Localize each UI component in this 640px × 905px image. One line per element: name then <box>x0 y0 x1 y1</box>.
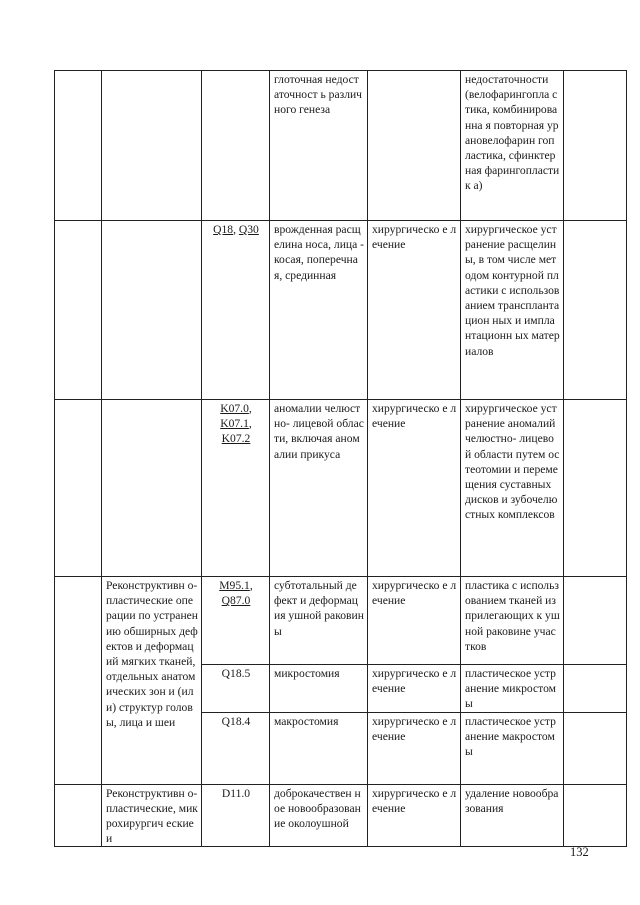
diagnosis-cell: микростомия <box>270 665 368 713</box>
diagnosis-cell: доброкачествен ное новообразован ие околоушной <box>270 784 368 847</box>
code-cell: Q18, Q30 <box>202 221 270 400</box>
extra-cell <box>564 71 627 221</box>
diagnosis-cell: субтотальный дефект и деформация ушной раковины <box>270 577 368 665</box>
page-number: 132 <box>570 845 589 859</box>
icd-code-link[interactable]: K07.2 <box>221 432 251 446</box>
extra-cell <box>564 665 627 713</box>
number-cell <box>55 577 102 785</box>
number-cell <box>55 784 102 847</box>
extra-cell <box>564 400 627 577</box>
diagnosis-cell: аномалии челюстно- лицевой области, включая аномалии прикуса <box>270 400 368 577</box>
method-cell: хирургическое устранение аномалий челюстно- лицевой области путем остеотомии и перемещения суставных дисков и зубочелюстных комплексов <box>461 400 564 577</box>
medical-procedures-table <box>54 70 627 847</box>
group-cell <box>102 71 202 221</box>
table-row <box>55 221 627 400</box>
extra-cell <box>564 784 627 847</box>
method-cell: пластика с использованием тканей из прилегающих к ушной раковине участков <box>461 577 564 665</box>
icd-code-link[interactable]: Q18 <box>213 223 234 236</box>
method-cell: пластическое устранение макростомы <box>461 712 564 784</box>
extra-cell <box>564 712 627 784</box>
method-cell: хирургическое устранение расщелины, в том числе методом контурной пластики с использованием трансплантацион ных и имплантационн ых материалов <box>461 221 564 400</box>
icd-code-link[interactable]: Q30 <box>238 223 259 236</box>
method-cell: удаление новообразования <box>461 784 564 847</box>
number-cell <box>55 400 102 577</box>
treatment-type-cell: хирургическо е лечение <box>368 784 461 847</box>
group-cell: Реконструктивн о-пластические, микрохирургич еские и <box>102 784 202 847</box>
number-cell <box>55 71 102 221</box>
diagnosis-cell: врожденная расщелина носа, лица - косая, поперечная, срединная <box>270 221 368 400</box>
table-row <box>55 71 627 221</box>
icd-code-link[interactable]: K07.1 <box>220 417 249 431</box>
icd-code-link[interactable]: M95.1 <box>219 579 250 592</box>
group-cell: Реконструктивн о-пластические операции по устранению обширных дефектов и деформаций мягких тканей, отдельных анатомических зон и (или) структур головы, лица и шеи <box>102 577 202 785</box>
code-cell: D11.0 <box>202 784 270 847</box>
extra-cell <box>564 577 627 665</box>
table-row <box>55 784 627 847</box>
icd-code-link[interactable]: K07.0 <box>220 402 249 415</box>
treatment-type-cell: хирургическо е лечение <box>368 400 461 577</box>
treatment-type-cell <box>368 71 461 221</box>
treatment-type-cell: хирургическо е лечение <box>368 712 461 784</box>
code-cell <box>202 71 270 221</box>
extra-cell <box>564 221 627 400</box>
group-cell <box>102 221 202 400</box>
method-cell: пластическое устранение микростомы <box>461 665 564 713</box>
table-row <box>55 577 627 665</box>
icd-code-link[interactable]: Q87.0 <box>221 594 251 608</box>
group-cell <box>102 400 202 577</box>
diagnosis-cell: глоточная недостаточност ь различного генеза <box>270 71 368 221</box>
treatment-type-cell: хирургическо е лечение <box>368 665 461 713</box>
number-cell <box>55 221 102 400</box>
table-row <box>55 400 627 577</box>
method-cell: недостаточности (велофарингопла стика, комбинированна я повторная урановелофарин гопластика, сфинктерная фарингопластик а) <box>461 71 564 221</box>
treatment-type-cell: хирургическо е лечение <box>368 221 461 400</box>
code-cell: Q18.5 <box>202 665 270 713</box>
code-cell: M95.1, Q87.0 <box>202 577 270 665</box>
code-cell: K07.0, K07.1, K07.2 <box>202 400 270 577</box>
diagnosis-cell: макростомия <box>270 712 368 784</box>
treatment-type-cell: хирургическо е лечение <box>368 577 461 665</box>
code-cell: Q18.4 <box>202 712 270 784</box>
